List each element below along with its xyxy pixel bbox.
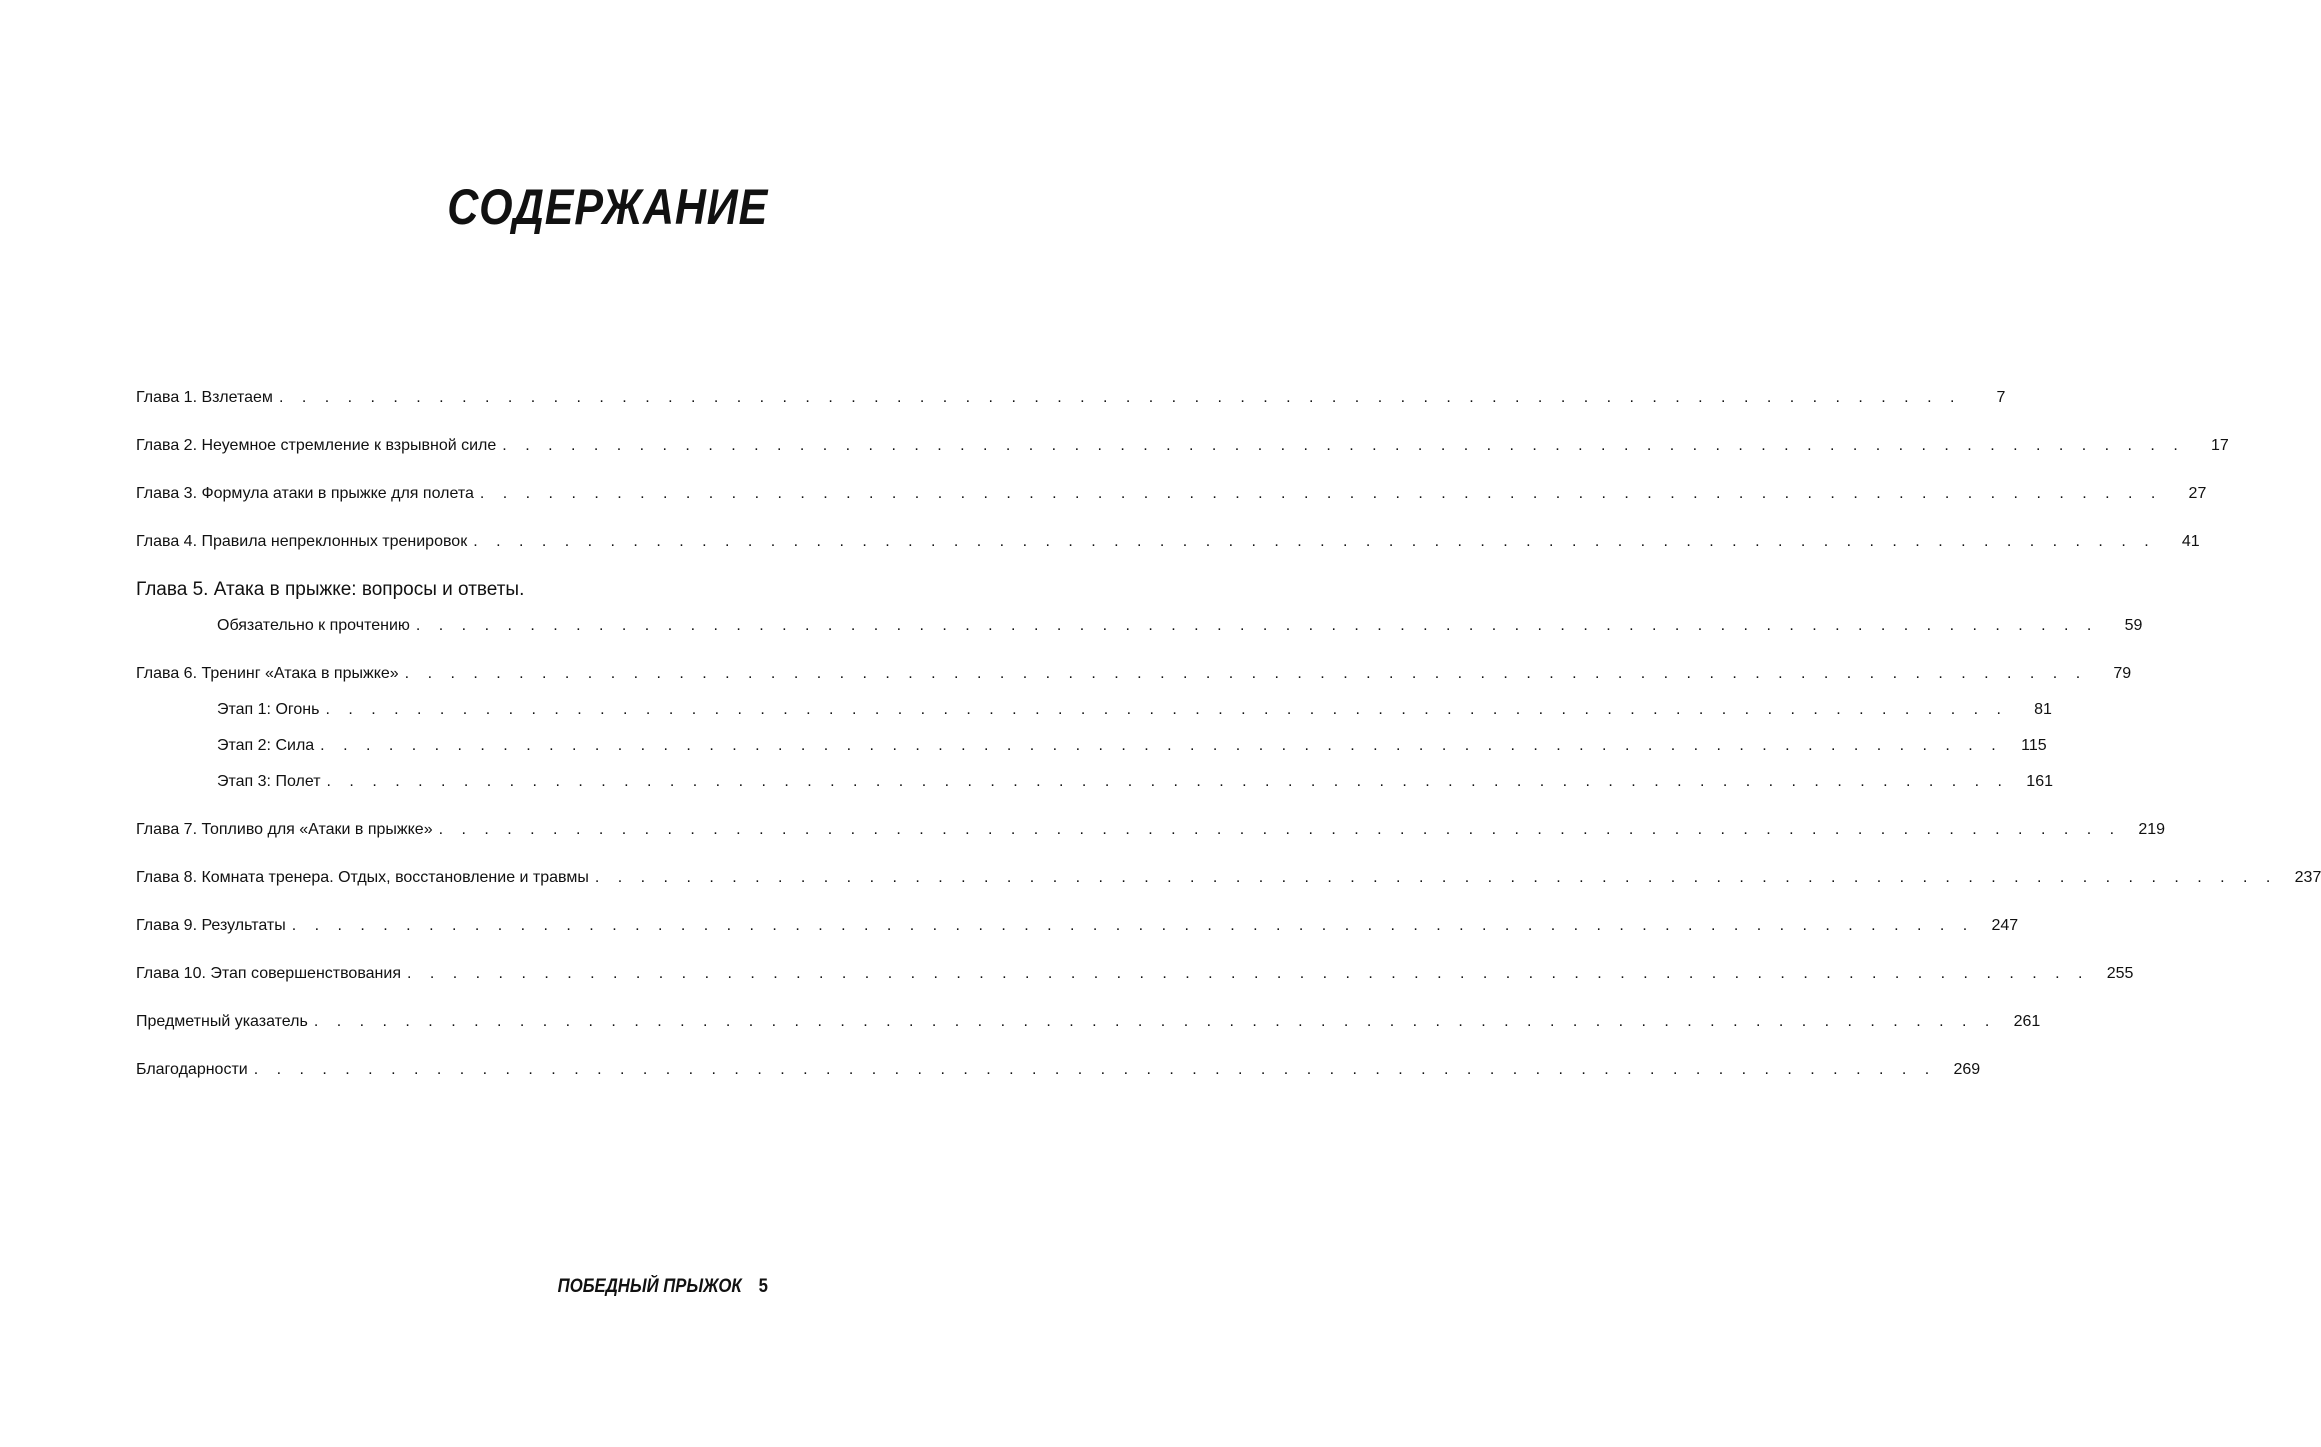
toc-entry-acknowledgements[interactable] [136,1052,1981,1088]
toc-entry-label: Этап 1: Огонь [217,692,325,728]
toc-entry-label: Этап 3: Полет [217,764,327,800]
toc-page-number: 81 [2034,701,2052,718]
toc-entry-label: Этап 2: Сила [217,728,320,764]
book-title: ПОБЕДНЫЙ ПРЫЖОК [557,1276,742,1297]
dot-leader: . . . . . . . . . . . . . . . . . . . . . . . . . . . . . . . . . . . . . . . . . . . . . . . . . . . . . . . . . . . . . . . . . . . . . . . . . . [594,869,2278,886]
dot-leader: . . . . . . . . . . . . . . . . . . . . . . . . . . . . . . . . . . . . . . . . . . . . . . . . . . . . . . . . . . . . . . . . . . . . . . . . . . [313,1013,1997,1030]
dot-leader: . . . . . . . . . . . . . . . . . . . . . . . . . . . . . . . . . . . . . . . . . . . . . . . . . . . . . . . . . . . . . . . . . . . . . . . . . . [278,389,1962,406]
page-title: СОДЕРЖАНИЕ [447,179,768,235]
toc-page-number: 269 [1953,1061,1981,1078]
toc-page-number: 7 [1996,389,2006,406]
dot-leader: . . . . . . . . . . . . . . . . . . . . . . . . . . . . . . . . . . . . . . . . . . . . . . . . . . . . . . . . . . . . . . . . . . . . . . . . . . [291,917,1975,934]
toc-page-number: 79 [2113,665,2132,682]
table-of-contents [136,380,2321,1088]
toc-entry-chapter-6[interactable] [136,656,2132,692]
dot-leader: . . . . . . . . . . . . . . . . . . . . . . . . . . . . . . . . . . . . . . . . . . . . . . . . . . . . . . . . . . . . . . . . . . . . . . . . . . [406,965,2090,982]
toc-entry-chapter-1[interactable] [136,380,2006,416]
toc-entry-label-continued: Обязательно к прочтению [217,608,416,644]
page-number: 5 [758,1276,768,1297]
dot-leader: . . . . . . . . . . . . . . . . . . . . . . . . . . . . . . . . . . . . . . . . . . . . . . . . . . . . . . . . . . . . . . . . . . . . . . . . . . [404,665,2088,682]
dot-leader: . . . . . . . . . . . . . . . . . . . . . . . . . . . . . . . . . . . . . . . . . . . . . . . . . . . . . . . . . . . . . . . . . . . . . . . . . . [325,701,2008,718]
toc-entry-chapter-7[interactable] [136,812,2166,848]
toc-page-number: 237 [2294,869,2321,886]
toc-entry-label: Глава 7. Топливо для «Атаки в прыжке» [136,812,439,848]
dot-leader: . . . . . . . . . . . . . . . . . . . . . . . . . . . . . . . . . . . . . . . . . . . . . . . . . . . . . . . . . . . . . . . . . . . . . . . . . . [415,617,2099,634]
toc-entry-label: Глава 3. Формула атаки в прыжке для полета [136,476,480,512]
toc-entry-label: Глава 10. Этап совершенствования [136,956,407,992]
toc-entry-chapter-4[interactable] [136,524,2200,560]
toc-page-number: 27 [2188,485,2207,502]
toc-page-number: 261 [2013,1013,2041,1030]
toc-page-number: 59 [2124,617,2143,634]
dot-leader: . . . . . . . . . . . . . . . . . . . . . . . . . . . . . . . . . . . . . . . . . . . . . . . . . . . . . . . . . . . . . . . . . . . . . . . . . . [320,737,2003,754]
toc-page-number: 41 [2181,533,2200,550]
toc-entry-label: Глава 1. Взлетаем [136,380,279,416]
toc-entry-chapter-2[interactable] [136,428,2229,464]
toc-entry-chapter-5-line-1[interactable] [136,572,768,608]
dot-leader: . . . . . . . . . . . . . . . . . . . . . . . . . . . . . . . . . . . . . . . . . . . . . . . . . . . . . . . . . . . . . . . . . . . . . . . . . . [253,1061,1937,1078]
dot-leader: . . . . . . . . . . . . . . . . . . . . . . . . . . . . . . . . . . . . . . . . . . . . . . . . . . . . . . . . . . . . . . . . . . . . . . . . . . [473,533,2156,550]
toc-page-number: 247 [1991,917,2019,934]
toc-entry-label: Глава 2. Неуемное стремление к взрывной силе [136,428,502,464]
dot-leader: . . . . . . . . . . . . . . . . . . . . . . . . . . . . . . . . . . . . . . . . . . . . . . . . . . . . . . . . . . . . . . . . . . . . . . . . . . [326,773,2009,790]
toc-entry-label: Глава 9. Результаты [136,908,292,944]
dot-leader: . . . . . . . . . . . . . . . . . . . . . . . . . . . . . . . . . . . . . . . . . . . . . . . . . . . . . . . . . . . . . . . . . . . . . . . . . . [479,485,2163,502]
toc-page-number: 161 [2026,773,2053,790]
toc-page-number: 255 [2106,965,2134,982]
toc-entry-label: Глава 8. Комната тренера. Отдых, восстановление и травмы [136,860,595,896]
toc-entry-chapter-9[interactable] [136,908,2019,944]
toc-entry-label: Предметный указатель [136,1004,314,1040]
toc-entry-stage-3[interactable] [136,764,2053,800]
toc-entry-chapter-8[interactable] [136,860,2321,896]
dot-leader: . . . . . . . . . . . . . . . . . . . . . . . . . . . . . . . . . . . . . . . . . . . . . . . . . . . . . . . . . . . . . . . . . . . . . . . . . . [438,821,2122,838]
toc-entry-label: Благодарности [136,1052,254,1088]
toc-page-number: 115 [2021,737,2047,754]
running-footer [558,1276,768,1298]
toc-entry-chapter-10[interactable] [136,956,2134,992]
toc-page-number: 219 [2138,821,2166,838]
toc-entry-chapter-3[interactable] [136,476,2207,512]
toc-entry-label: Глава 4. Правила непреклонных тренировок [136,524,473,560]
toc-entry-stage-1[interactable] [136,692,2052,728]
toc-entry-label: Глава 5. Атака в прыжке: вопросы и ответы. [136,579,525,600]
toc-page-number: 17 [2210,437,2229,454]
toc-entry-stage-2[interactable] [136,728,2047,764]
toc-entry-index[interactable] [136,1004,2041,1040]
toc-entry-chapter-5-line-2[interactable] [136,608,2143,644]
dot-leader: . . . . . . . . . . . . . . . . . . . . . . . . . . . . . . . . . . . . . . . . . . . . . . . . . . . . . . . . . . . . . . . . . . . . . . . . . . [502,437,2185,454]
toc-entry-label: Глава 6. Тренинг «Атака в прыжке» [136,656,405,692]
